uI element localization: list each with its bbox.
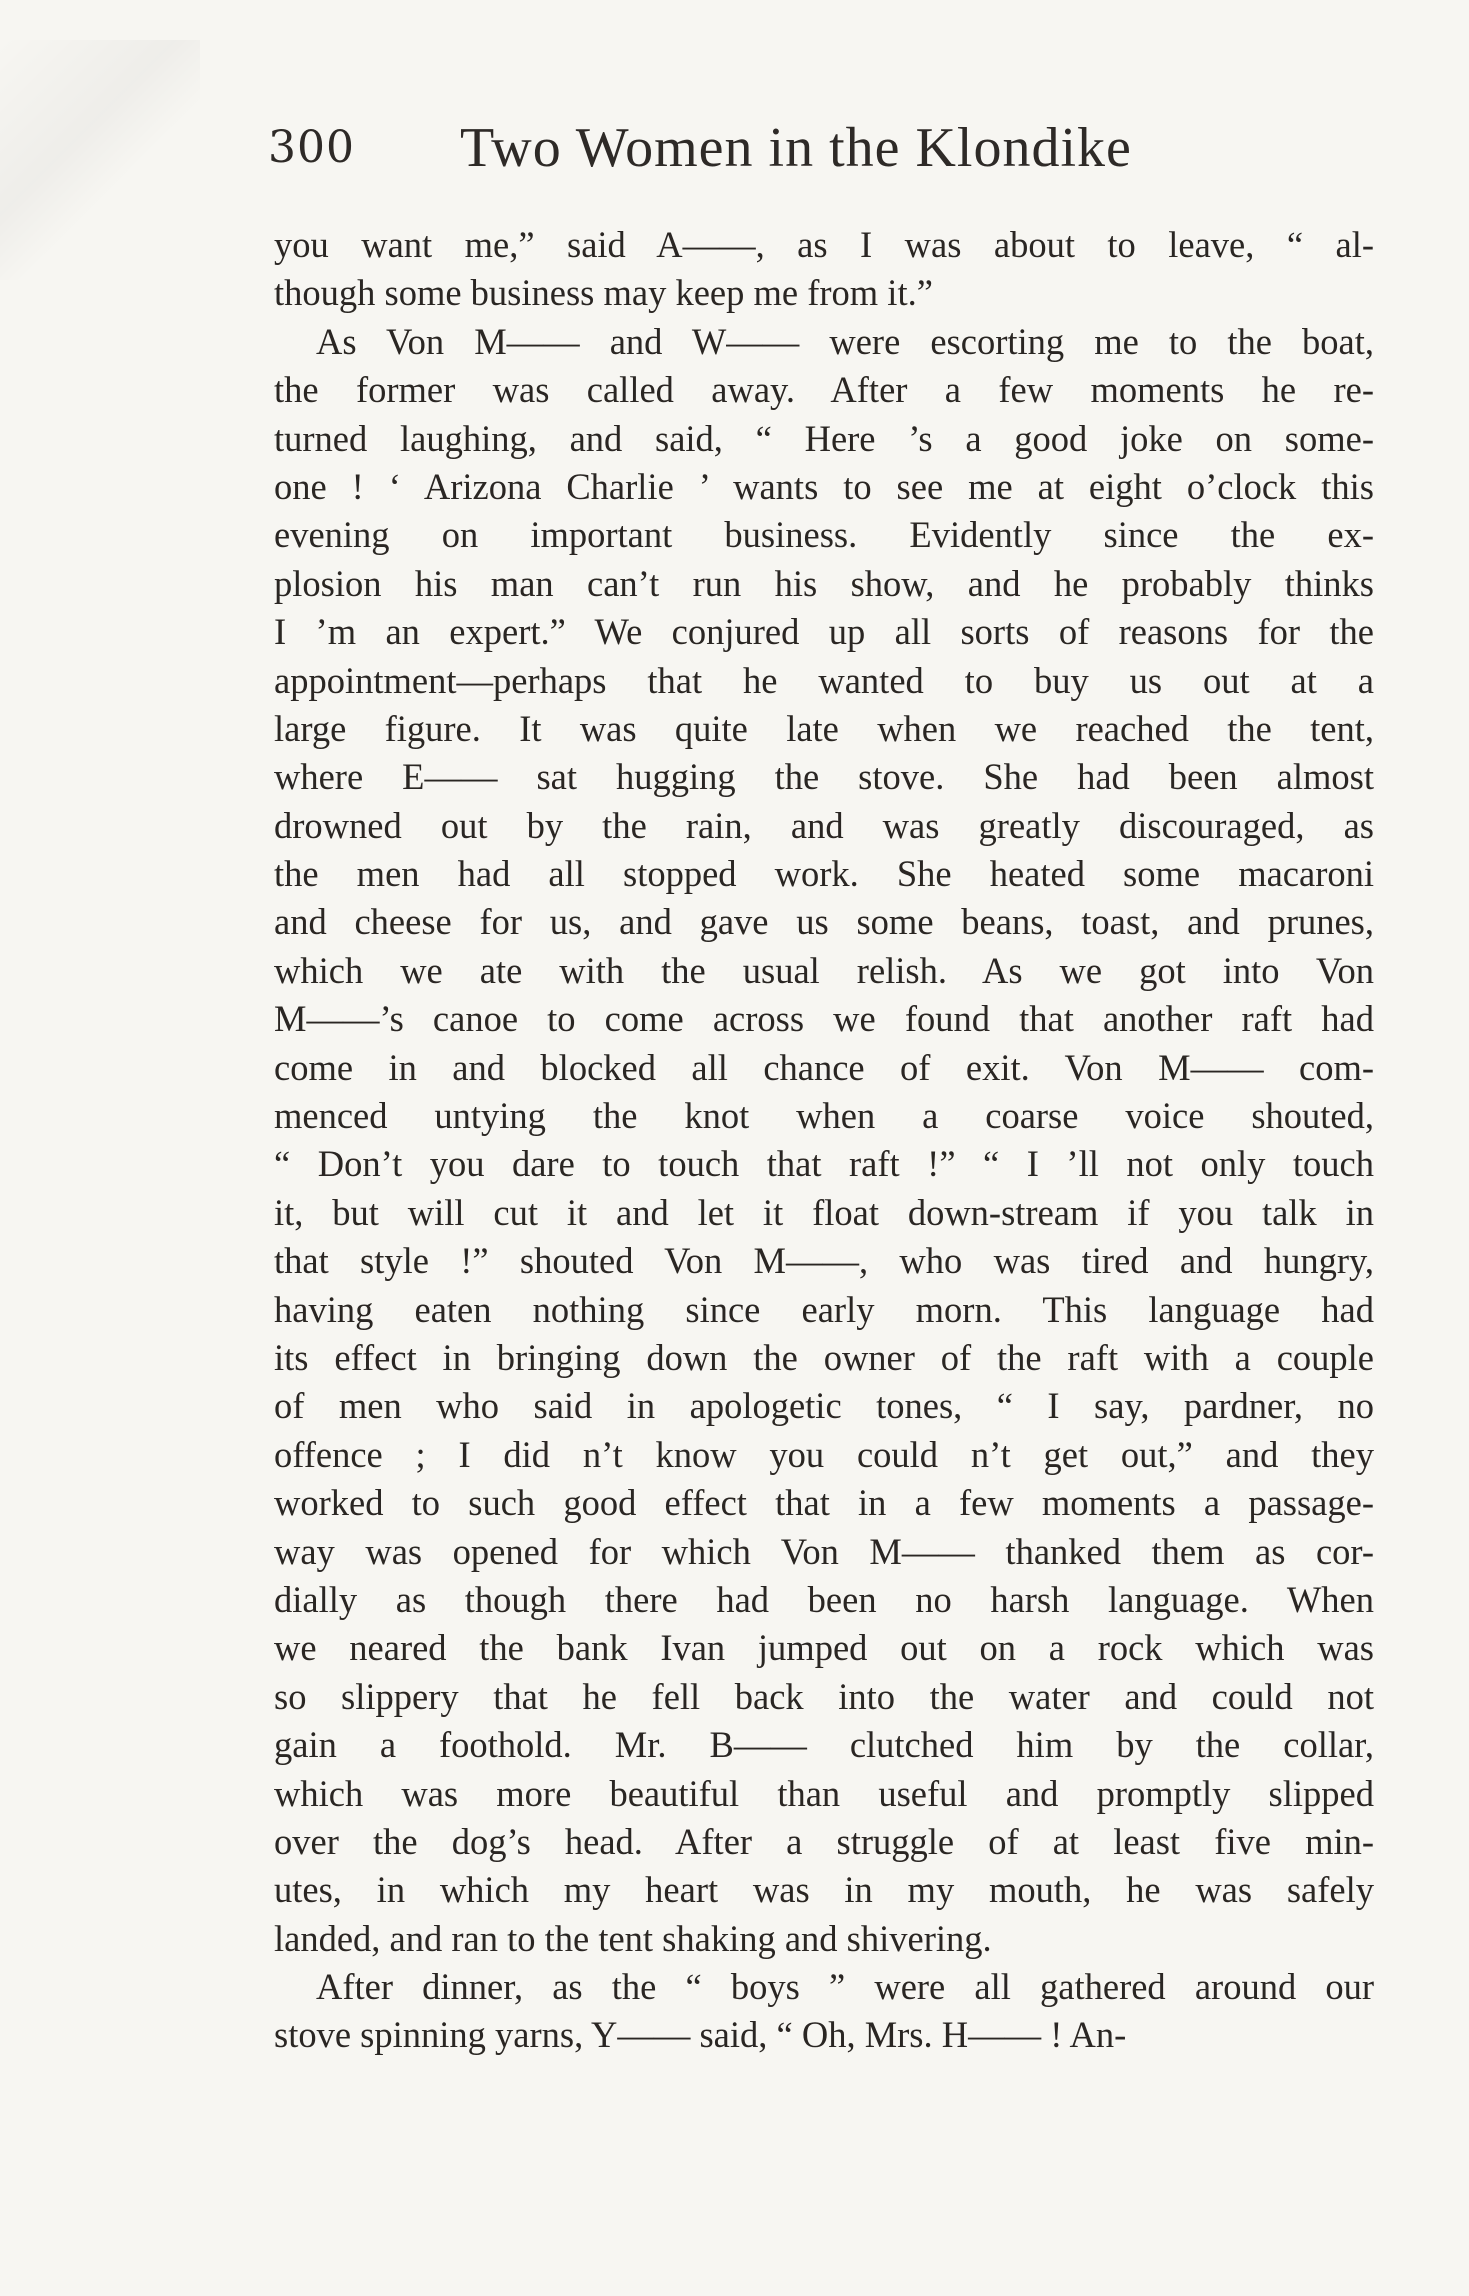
text-line: where E—— sat hugging the stove. She had been almost bbox=[274, 756, 1374, 798]
page-number: 300 bbox=[268, 122, 355, 173]
text-line: that style !” shouted Von M——, who was tired and hungry, bbox=[274, 1240, 1374, 1282]
text-line: appointment—perhaps that he wanted to buy us out at a bbox=[274, 659, 1374, 701]
text-line: turned laughing, and said, “ Here ’s a good joke on some- bbox=[274, 417, 1374, 459]
text-line: one ! ‘ Arizona Charlie ’ wants to see me at eight o’clock this bbox=[274, 465, 1374, 507]
text-line: come in and blocked all chance of exit. Von M—— com- bbox=[274, 1046, 1374, 1088]
text-line: it, but will cut it and let it float down-stream if you talk in bbox=[274, 1191, 1374, 1233]
text-line: and cheese for us, and gave us some beans, toast, and prunes, bbox=[274, 901, 1374, 943]
text-line: After dinner, as the “ boys ” were all gathered around our bbox=[316, 1966, 1374, 2008]
text-line: worked to such good effect that in a few moments a passage- bbox=[274, 1482, 1374, 1524]
text-line: so slippery that he fell back into the water and could not bbox=[274, 1675, 1374, 1717]
text-line: the former was called away. After a few moments he re- bbox=[274, 369, 1374, 411]
text-line: you want me,” said A——, as I was about to leave, “ al- bbox=[274, 224, 1374, 265]
text-line: large figure. It was quite late when we reached the tent, bbox=[274, 707, 1374, 749]
text-line: having eaten nothing since early morn. This language had bbox=[274, 1288, 1374, 1330]
text-line: which was more beautiful than useful and promptly slipped bbox=[274, 1772, 1374, 1814]
running-head bbox=[268, 116, 1238, 186]
book-title: Two Women in the Klondike bbox=[460, 117, 1132, 179]
text-line: landed, and ran to the tent shaking and shivering. bbox=[274, 1917, 992, 1959]
text-line: of men who said in apologetic tones, “ I say, pardner, no bbox=[274, 1385, 1374, 1427]
text-line: evening on important business. Evidently since the ex- bbox=[274, 514, 1374, 556]
text-line: dially as though there had been no harsh language. When bbox=[274, 1578, 1374, 1620]
text-line: over the dog’s head. After a struggle of at least five min- bbox=[274, 1820, 1374, 1862]
text-line: menced untying the knot when a coarse voice shouted, bbox=[274, 1095, 1374, 1137]
text-line: its effect in bringing down the owner of the raft with a couple bbox=[274, 1336, 1374, 1378]
text-line: I ’m an expert.” We conjured up all sorts of reasons for the bbox=[274, 611, 1374, 653]
text-line: though some business may keep me from it.” bbox=[274, 272, 933, 314]
page-shadow bbox=[0, 40, 200, 280]
text-line: “ Don’t you dare to touch that raft !” “ I ’ll not only touch bbox=[274, 1143, 1374, 1185]
text-line: stove spinning yarns, Y—— said, “ Oh, Mrs. H—— ! An- bbox=[274, 2014, 1127, 2056]
text-line: gain a foothold. Mr. B—— clutched him by the collar, bbox=[274, 1724, 1374, 1766]
text-line: we neared the bank Ivan jumped out on a rock which was bbox=[274, 1627, 1374, 1669]
text-line: M——’s canoe to come across we found that another raft had bbox=[274, 998, 1374, 1040]
text-line: As Von M—— and W—— were escorting me to the boat, bbox=[316, 320, 1374, 362]
text-line: the men had all stopped work. She heated some macaroni bbox=[274, 853, 1374, 895]
text-line: plosion his man can’t run his show, and he probably thinks bbox=[274, 562, 1374, 604]
body-text bbox=[274, 221, 1374, 2060]
text-line: utes, in which my heart was in my mouth, he was safely bbox=[274, 1869, 1374, 1911]
text-line: which we ate with the usual relish. As we got into Von bbox=[274, 949, 1374, 991]
text-line: drowned out by the rain, and was greatly discouraged, as bbox=[274, 804, 1374, 846]
text-line: way was opened for which Von M—— thanked them as cor- bbox=[274, 1530, 1374, 1572]
text-line: offence ; I did n’t know you could n’t get out,” and they bbox=[274, 1433, 1374, 1475]
